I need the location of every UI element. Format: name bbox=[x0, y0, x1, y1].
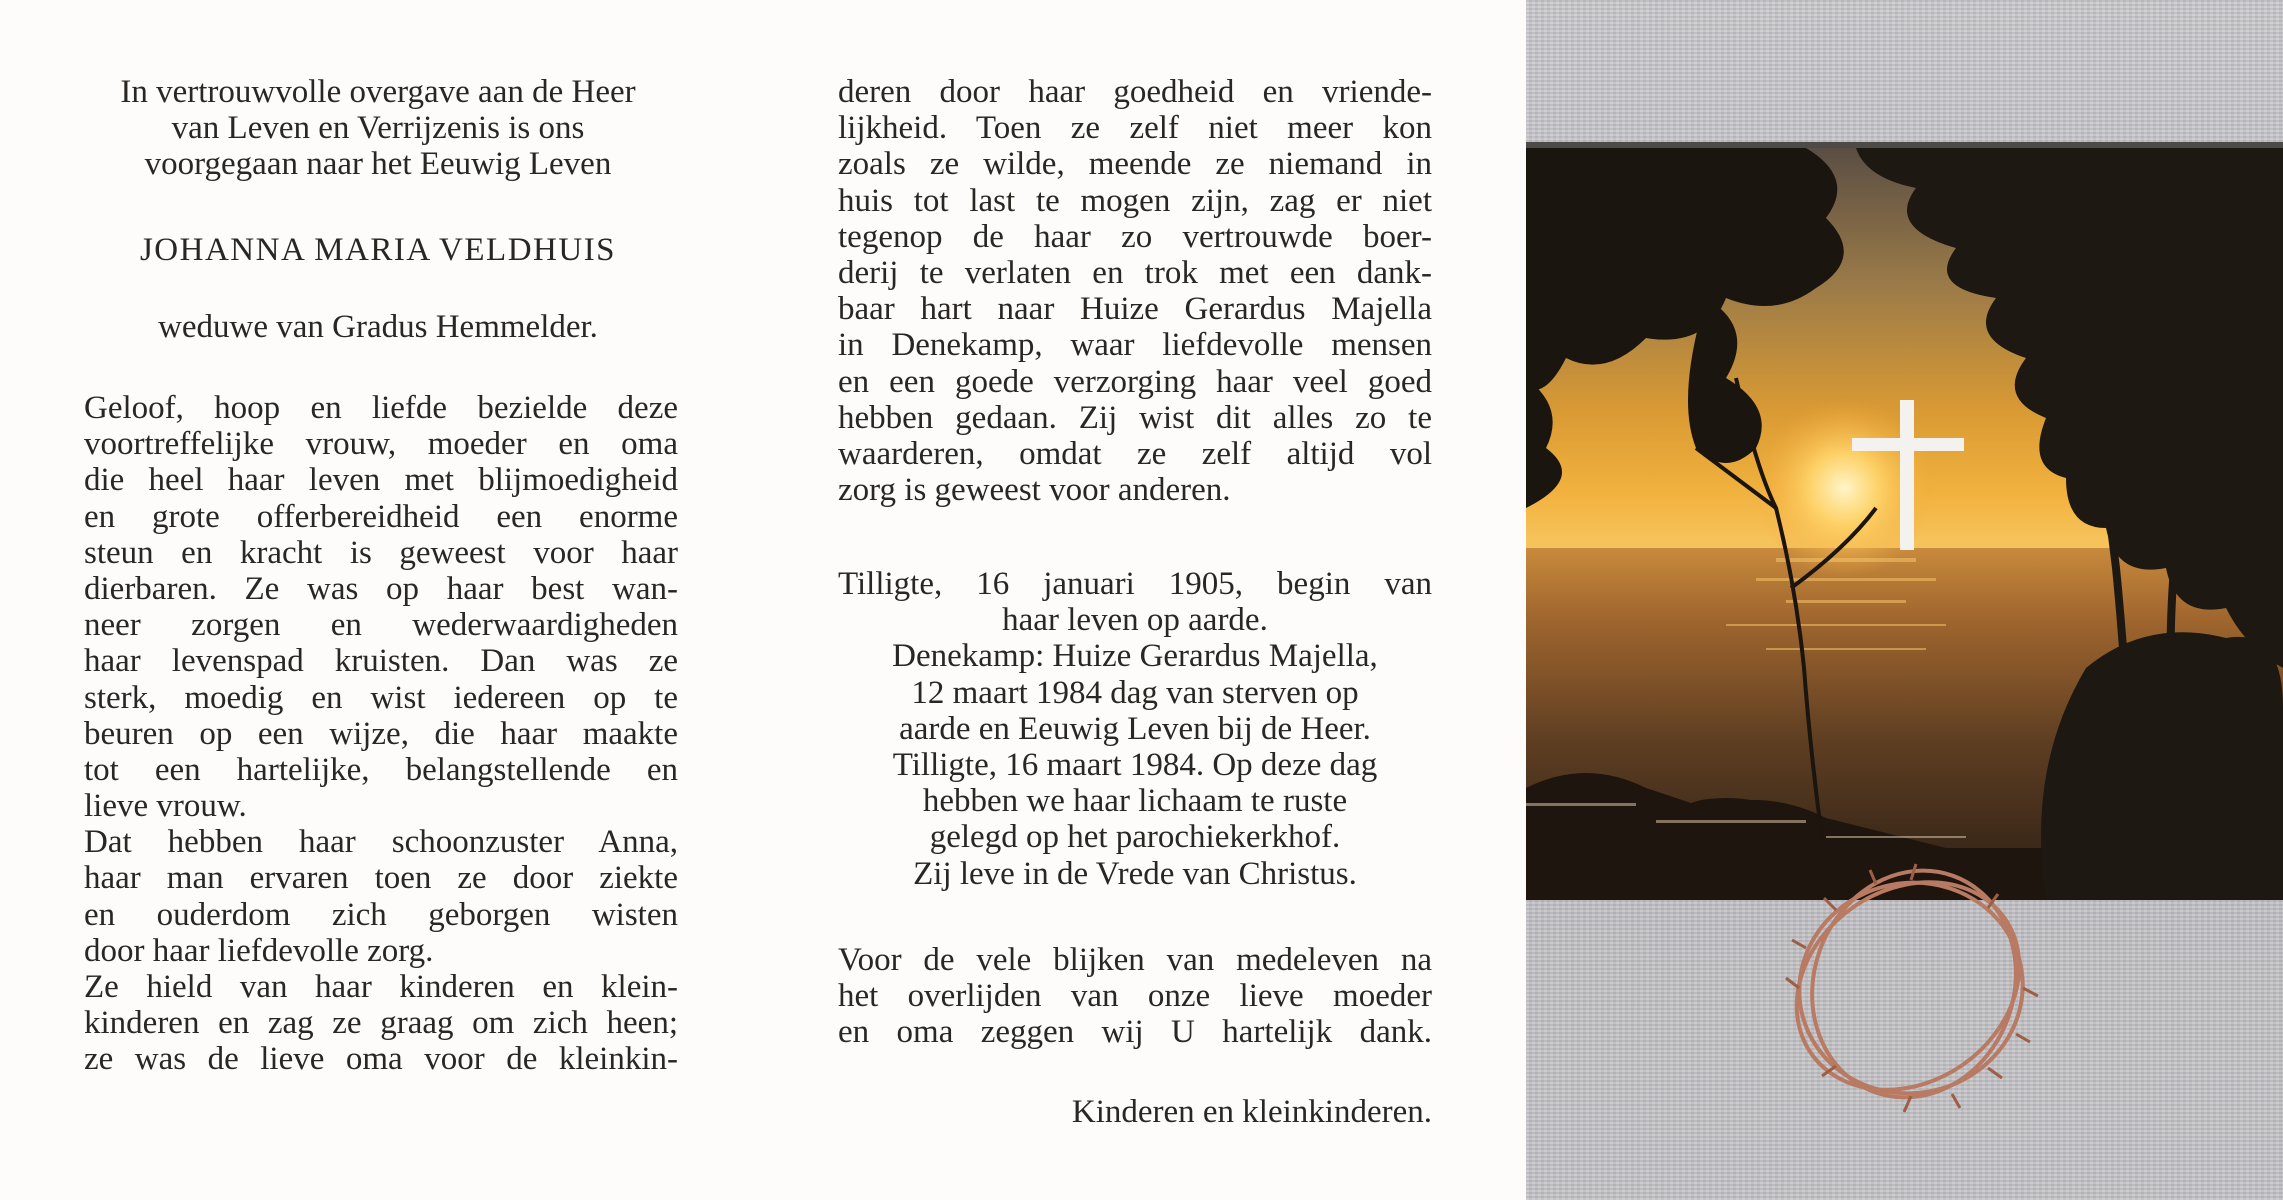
body-line: baar hart naar Huize Gerardus Majella bbox=[838, 291, 1432, 328]
body-line: en grote offerbereidheid een enorme bbox=[84, 498, 678, 535]
thanks-line: Voor de vele blijken van medeleven na bbox=[838, 942, 1432, 978]
dates-paragraph bbox=[838, 566, 1432, 892]
body-line: neer zorgen en wederwaardigheden bbox=[84, 607, 678, 644]
body-line: Ze hield van haar kinderen en klein- bbox=[84, 969, 678, 1005]
intro-line: van Leven en Verrijzenis is ons bbox=[171, 110, 585, 147]
body-line: Dat hebben haar schoonzuster Anna, bbox=[84, 824, 678, 861]
intro-line: voorgegaan naar het Eeuwig Leven bbox=[144, 146, 612, 183]
left-text-panel bbox=[0, 0, 760, 1200]
body-line: die heel haar leven met blijmoedigheid bbox=[84, 462, 678, 499]
body-line: dierbaren. Ze was op haar best wan- bbox=[84, 570, 678, 607]
dates-line: hebben we haar lichaam te ruste bbox=[922, 783, 1348, 820]
body-line: zorg is geweest voor anderen. bbox=[838, 472, 1231, 509]
body-line: beuren op een wijze, die haar maakte bbox=[84, 715, 678, 752]
body-line: lijkheid. Toen ze zelf niet meer kon bbox=[838, 110, 1432, 147]
body-line: kinderen en zag ze graag om zich heen; bbox=[84, 1005, 678, 1042]
widow-of-line: weduwe van Gradus Hemmelder. bbox=[158, 309, 598, 345]
body-line: voortreffelijke vrouw, moeder en oma bbox=[84, 426, 678, 463]
body-line: in Denekamp, waar liefdevolle mensen bbox=[838, 327, 1432, 364]
dates-line: Tilligte, 16 januari 1905, begin van bbox=[838, 566, 1432, 602]
signature-line: Kinderen en kleinkinderen. bbox=[1071, 1094, 1432, 1130]
dates-line: Tilligte, 16 maart 1984. Op deze dag bbox=[892, 746, 1378, 783]
crown-of-thorns-icon bbox=[1766, 838, 2056, 1128]
body-line: tot een hartelijke, belangstellende en bbox=[84, 751, 678, 788]
intro-paragraph bbox=[78, 74, 678, 183]
deceased-name-block bbox=[78, 232, 678, 268]
dates-line: Zij leve in de Vrede van Christus. bbox=[913, 855, 1357, 892]
body-line: hebben gedaan. Zij wist dit alles zo te bbox=[838, 399, 1432, 436]
body-line: deren door haar goedheid en vriende- bbox=[838, 74, 1432, 110]
thanks-paragraph bbox=[838, 942, 1432, 1051]
cross-icon bbox=[1852, 400, 1964, 550]
memorial-image-panel bbox=[1526, 0, 2283, 1200]
body-line: door haar liefdevolle zorg. bbox=[84, 932, 434, 969]
body-line: derij te verlaten en trok met een dank- bbox=[838, 254, 1432, 291]
body-line: tegenop de haar zo vertrouwde boer- bbox=[838, 218, 1432, 255]
dates-line: aarde en Eeuwig Leven bij de Heer. bbox=[899, 710, 1371, 747]
body-line: haar levenspad kruisten. Dan was ze bbox=[84, 643, 678, 680]
dates-line: gelegd op het parochiekerkhof. bbox=[929, 819, 1341, 856]
widow-block bbox=[78, 309, 678, 345]
biography-paragraph bbox=[84, 390, 678, 1078]
dates-line: 12 maart 1984 dag van sterven op bbox=[911, 674, 1359, 711]
body-line: waarderen, omdat ze zelf altijd vol bbox=[838, 435, 1432, 472]
middle-text-panel bbox=[760, 0, 1526, 1200]
signature-block bbox=[838, 1094, 1432, 1130]
body-line: huis tot last te mogen zijn, zag er niet bbox=[838, 182, 1432, 219]
deceased-name: JOHANNA MARIA VELDHUIS bbox=[139, 232, 617, 268]
biography-continuation bbox=[838, 74, 1432, 508]
body-line: Geloof, hoop en liefde bezielde deze bbox=[84, 390, 678, 426]
intro-line: In vertrouwvolle overgave aan de Heer bbox=[120, 74, 636, 110]
thanks-line: en oma zeggen wij U hartelijk dank. bbox=[838, 1014, 1432, 1051]
body-line: zoals ze wilde, meende ze niemand in bbox=[838, 146, 1432, 183]
body-line: haar man ervaren toen ze door ziekte bbox=[84, 860, 678, 897]
body-line: sterk, moedig en wist iedereen op te bbox=[84, 679, 678, 716]
body-line: lieve vrouw. bbox=[84, 788, 247, 825]
dates-line: Denekamp: Huize Gerardus Majella, bbox=[892, 638, 1378, 675]
thanks-line: het overlijden van onze lieve moeder bbox=[838, 978, 1432, 1015]
body-line: en een goede verzorging haar veel goed bbox=[838, 363, 1432, 400]
dates-line: haar leven op aarde. bbox=[1002, 602, 1268, 639]
body-line: en ouderdom zich geborgen wisten bbox=[84, 896, 678, 933]
body-line: steun en kracht is geweest voor haar bbox=[84, 534, 678, 571]
body-line: ze was de lieve oma voor de kleinkin- bbox=[84, 1041, 678, 1078]
